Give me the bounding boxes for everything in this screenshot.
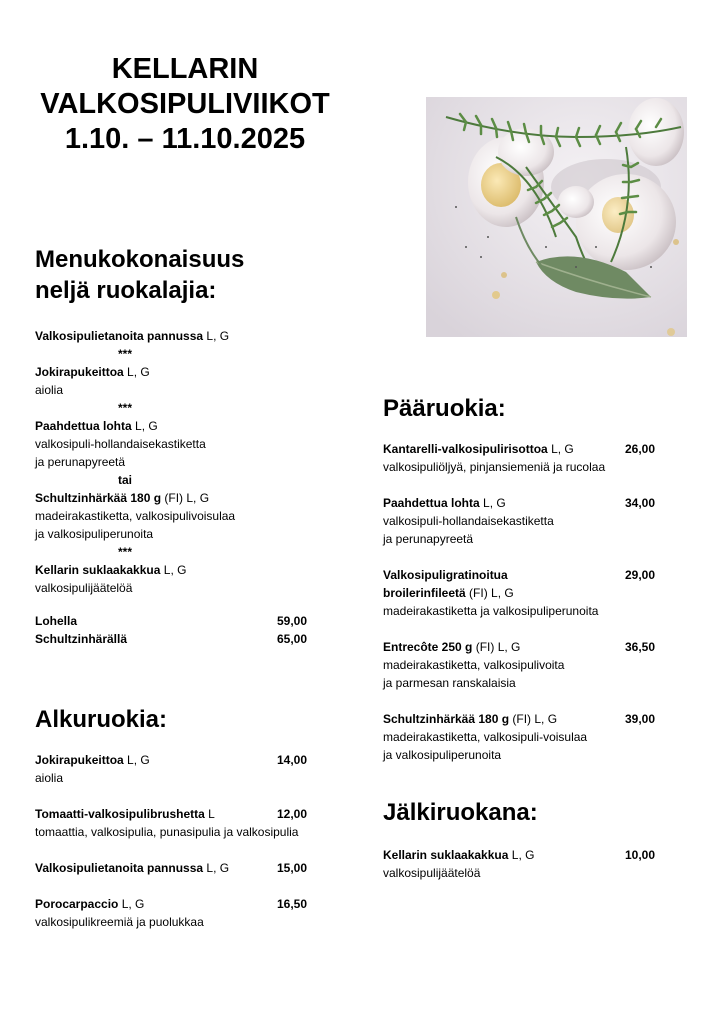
- course-name-line: [35, 561, 307, 579]
- main-tags: (FI) L, G: [469, 586, 514, 600]
- mains-heading: Pääruokia:: [383, 395, 506, 422]
- main-desc: ja parmesan ranskalaisia: [383, 676, 516, 690]
- menu-price-value: 65,00: [276, 632, 307, 646]
- main-name-line: [383, 440, 655, 458]
- menu-courses: [35, 327, 307, 597]
- starter-desc: valkosipulikreemiä ja puolukkaa: [35, 915, 204, 929]
- course-desc: madeirakastiketta, valkosipulivoisulaa: [35, 509, 236, 523]
- dessert-name-line: [383, 846, 655, 864]
- menu-course: [35, 327, 307, 345]
- starter-price: 15,00: [276, 861, 307, 875]
- dessert-name: Kellarin suklaakakkua: [383, 848, 509, 862]
- course-desc: aiolia: [35, 383, 64, 397]
- starter-name: Porocarpaccio: [35, 897, 119, 911]
- main-item: [383, 440, 655, 476]
- starter-desc: aiolia: [35, 771, 64, 785]
- course-desc: valkosipuli-hollandaisekastiketta: [35, 437, 206, 451]
- dessert-price: 10,00: [624, 848, 655, 862]
- main-tags: L, G: [551, 442, 574, 456]
- starter-name: Tomaatti-valkosipulibrushetta: [35, 807, 205, 821]
- starter-tags: L, G: [127, 753, 150, 767]
- main-price: 39,00: [624, 712, 655, 726]
- course-tags: L, G: [163, 563, 187, 577]
- starter-tags: L, G: [206, 861, 230, 875]
- main-desc: valkosipuliöljyä, pinjansiemeniä ja rucolaa: [383, 460, 606, 474]
- starter-price: 14,00: [276, 753, 307, 767]
- course-separator: tai: [117, 473, 132, 487]
- main-item: [383, 710, 655, 764]
- main-name: Valkosipuligratinoitua: [383, 568, 508, 582]
- course-name: Paahdettua lohta: [35, 419, 132, 433]
- course-tags: L, G: [127, 365, 150, 379]
- course-separator: ***: [117, 401, 132, 415]
- dessert-tags: L, G: [511, 848, 535, 862]
- menu-heading-line-2: neljä ruokalajia:: [35, 277, 217, 304]
- menu-price-row: [35, 630, 307, 648]
- course-name: Jokirapukeittoa: [35, 365, 124, 379]
- course-name-line: [35, 363, 307, 381]
- course-separator: ***: [117, 545, 132, 559]
- dessert-list: [383, 846, 655, 882]
- course-name-line: [35, 417, 307, 435]
- starter-tags: L: [208, 807, 215, 821]
- starter-item: [35, 805, 307, 841]
- course-name-line: [35, 489, 307, 507]
- dessert-item: [383, 846, 655, 882]
- main-desc: ja valkosipuliperunoita: [383, 748, 502, 762]
- menu-price-value: 59,00: [276, 614, 307, 628]
- main-tags: (FI) L, G: [475, 640, 521, 654]
- main-tags: L, G: [483, 496, 506, 510]
- course-name: Schultzinhärkää 180 g: [35, 491, 162, 505]
- starter-item: [35, 859, 307, 877]
- main-name-line: [383, 584, 655, 602]
- menu-course: [35, 417, 307, 471]
- main-desc: madeirakastiketta, valkosipuli-voisulaa: [383, 730, 588, 744]
- main-item: [383, 494, 655, 548]
- title-line-3: 1.10. – 11.10.2025: [64, 123, 306, 155]
- garlic-herbs-photo: [426, 97, 687, 337]
- dessert-heading: Jälkiruokana:: [383, 799, 538, 826]
- main-item: [383, 638, 655, 692]
- course-tags: L, G: [206, 329, 230, 343]
- starter-name: Valkosipulietanoita pannussa: [35, 861, 204, 875]
- main-name-line: [383, 494, 655, 512]
- title-line-1: KELLARIN: [111, 53, 259, 85]
- starter-desc: tomaattia, valkosipulia, punasipulia ja valkosipulia: [35, 825, 299, 839]
- main-price: 36,50: [624, 640, 655, 654]
- menu-price-label: Lohella: [35, 614, 78, 628]
- menu-title: [20, 52, 350, 157]
- starter-name-line: [35, 859, 307, 877]
- menu-course: [35, 489, 307, 543]
- starters-heading: Alkuruokia:: [35, 706, 168, 733]
- main-desc: madeirakastiketta, valkosipulivoita: [383, 658, 565, 672]
- main-tags: (FI) L, G: [512, 712, 558, 726]
- starter-item: [35, 751, 307, 787]
- starters-list: [35, 751, 307, 931]
- menu-course: [35, 363, 307, 399]
- course-name: Valkosipulietanoita pannussa: [35, 329, 204, 343]
- menu-course: [35, 561, 307, 597]
- course-desc: ja valkosipuliperunoita: [35, 527, 154, 541]
- starter-price: 12,00: [276, 807, 307, 821]
- starter-name-line: [35, 751, 307, 769]
- main-name: Schultzinhärkää 180 g: [383, 712, 510, 726]
- starter-name-line: [35, 895, 307, 913]
- main-name: Kantarelli-valkosipulirisottoa: [383, 442, 548, 456]
- mains-list: [383, 440, 655, 764]
- course-name: Kellarin suklaakakkua: [35, 563, 161, 577]
- main-price: 29,00: [624, 568, 655, 582]
- starter-price: 16,50: [276, 897, 307, 911]
- main-price: 34,00: [624, 496, 655, 510]
- main-price: 26,00: [624, 442, 655, 456]
- main-name: Entrecôte 250 g: [383, 640, 473, 654]
- course-tags: (FI) L, G: [164, 491, 210, 505]
- menu-heading: [35, 244, 244, 306]
- dessert-desc: valkosipulijäätelöä: [383, 866, 481, 880]
- course-separator: ***: [117, 347, 132, 361]
- menu-prices: [35, 612, 307, 648]
- course-name-line: [35, 327, 307, 345]
- course-desc: valkosipulijäätelöä: [35, 581, 133, 595]
- main-name: Paahdettua lohta: [383, 496, 480, 510]
- course-tags: L, G: [135, 419, 158, 433]
- menu-price-row: [35, 612, 307, 630]
- starter-item: [35, 895, 307, 931]
- menu-heading-line-1: Menukokonaisuus: [35, 246, 245, 273]
- main-desc: valkosipuli-hollandaisekastiketta: [383, 514, 554, 528]
- main-item: [383, 566, 655, 620]
- main-name-line: [383, 710, 655, 728]
- title-line-2: VALKOSIPULIVIIKOT: [40, 88, 330, 120]
- main-name-line: [383, 638, 655, 656]
- course-desc: ja perunapyreetä: [35, 455, 126, 469]
- main-desc: madeirakastiketta ja valkosipuliperunoita: [383, 604, 599, 618]
- starter-tags: L, G: [121, 897, 145, 911]
- menu-price-label: Schultzinhärällä: [35, 632, 128, 646]
- starter-name-line: [35, 805, 307, 823]
- main-name: broilerinfileetä: [383, 586, 466, 600]
- starter-name: Jokirapukeittoa: [35, 753, 124, 767]
- main-desc: ja perunapyreetä: [383, 532, 474, 546]
